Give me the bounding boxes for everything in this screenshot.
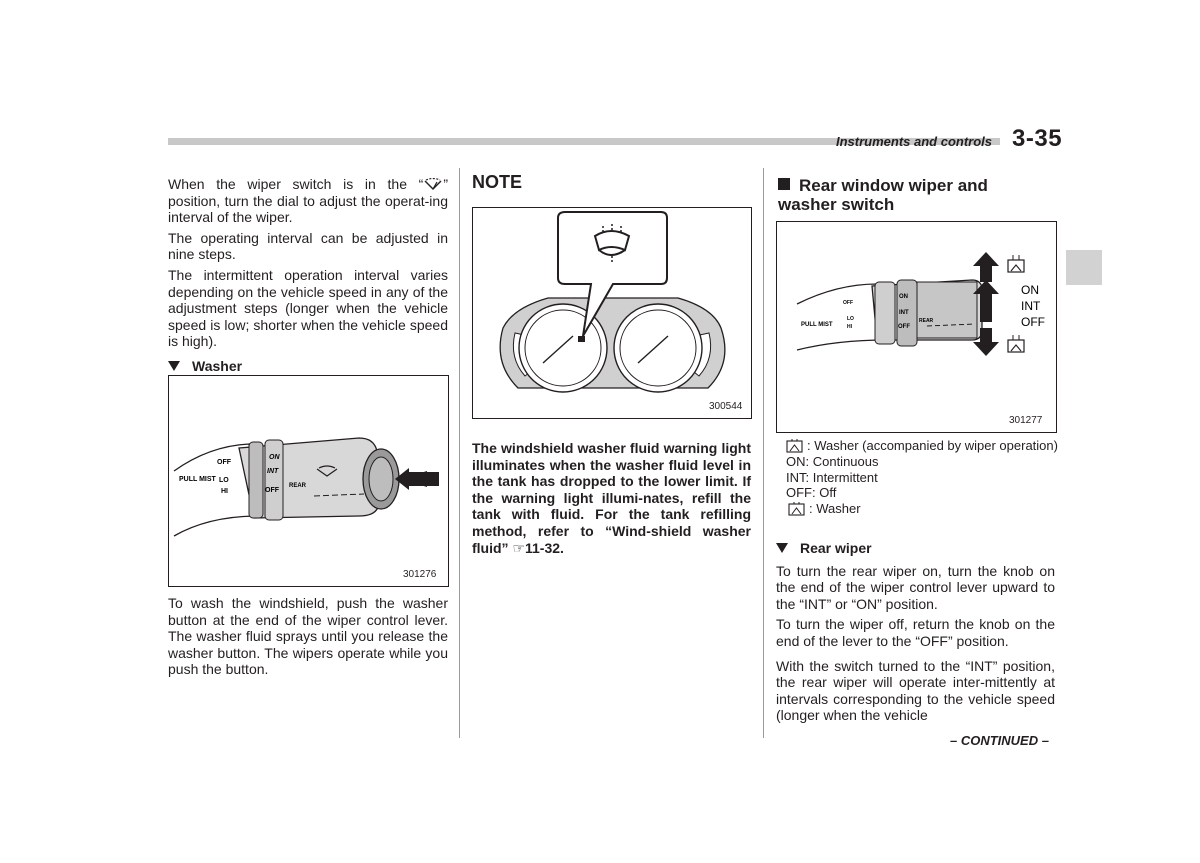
paragraph-washing: To wash the windshield, push the washer button at the end of the wiper control lever. The washer fluid sprays until you release the washer button. The wipers operate while you push the button.: [168, 595, 448, 678]
fig-int-label: INT: [1021, 299, 1041, 313]
triangle-bullet-icon: [168, 361, 180, 371]
instrument-cluster-illustration: [473, 208, 751, 418]
warning-light-figure: [472, 207, 752, 419]
paragraph-steps: The operating interval can be adjusted in nine steps.: [168, 229, 448, 263]
chapter-tab: [1066, 250, 1102, 285]
legend-int: INT: Intermittent: [786, 469, 878, 485]
left-column: [168, 176, 448, 381]
left-column-bottom: [168, 595, 448, 682]
square-bullet-icon: [778, 178, 790, 190]
lever-int-label: INT: [899, 310, 909, 316]
rear-wiper-subheading: Rear wiper: [776, 540, 1055, 557]
paragraph-rear-int: With the switch turned to the “INT” position, the rear wiper will operate inter-mittently at intervals corresponding to the vehicle speed (longer when the vehicle: [776, 657, 1055, 724]
fig-on-label: ON: [1021, 283, 1039, 297]
legend-off: OFF: Off: [786, 485, 837, 501]
triangle-bullet-icon: [776, 543, 788, 553]
right-column-body: [776, 532, 1055, 728]
lever-off-label: OFF: [898, 324, 910, 330]
intermittent-wiper-icon: [423, 178, 443, 190]
paragraph-speed: The intermittent operation interval varies depending on the vehicle speed in any of the adjustment steps (longer when the vehicle speed is low; shorter when the vehicle speed is high).: [168, 266, 448, 350]
paragraph-rear-on: To turn the rear wiper on, turn the knob on the end of the wiper control lever upward to the “INT” or “ON” position.: [776, 562, 1055, 612]
legend-washer-wiper: : Washer (accompanied by wiper operation): [786, 438, 1058, 454]
lever-on-label: ON: [269, 454, 280, 461]
lever-on-label: ON: [899, 294, 908, 300]
lever-hi-label: HI: [847, 324, 852, 330]
page-number: 3-35: [1012, 125, 1063, 152]
figure-legend: [786, 438, 1058, 517]
lever-hi-label: HI: [221, 488, 228, 495]
washer-icon: [1008, 255, 1024, 272]
washer-figure: [168, 375, 449, 587]
legend-washer: : Washer: [786, 501, 1058, 517]
figure-code: 301276: [403, 569, 437, 580]
figure-code: 300544: [709, 401, 743, 412]
lever-lo-label: LO: [219, 477, 229, 484]
rear-wiper-lever-illustration: [777, 222, 1056, 432]
lever-lo-label: LO: [847, 316, 854, 322]
column-divider-2: [763, 168, 764, 738]
continued-label: – CONTINUED –: [950, 733, 1049, 748]
lever-off2-label: OFF: [265, 487, 279, 494]
wiper-lever-push-illustration: [169, 376, 448, 586]
pull-mist-label: PULL MIST: [179, 476, 216, 483]
figure-code: 301277: [1009, 415, 1043, 426]
lever-rear-label: REAR: [289, 483, 307, 489]
washer-icon: [1008, 335, 1024, 352]
lever-rear-label: REAR: [919, 318, 934, 324]
reference-icon: ☞: [512, 539, 525, 556]
pull-mist-label: PULL MIST: [801, 322, 833, 328]
washer-icon: [786, 439, 804, 453]
note-body: [472, 440, 751, 560]
lever-int-label: INT: [267, 468, 279, 475]
note-paragraph: The windshield washer fluid warning light illuminates when the washer fluid level in the tank has dropped to the lower limit. If the warning light illumi-nates, refill the tank with fluid. For the tank refilling method, refer to “Wind-shield washer fluid” ☞11-32.: [472, 440, 751, 556]
rear-wiper-section-heading: Rear window wiper and washer switch: [778, 176, 988, 214]
lever-off-small-label: OFF: [843, 300, 853, 306]
washer-icon: [788, 502, 806, 516]
column-divider-1: [459, 168, 460, 738]
note-heading: NOTE: [472, 172, 523, 192]
paragraph-interval: When the wiper switch is in the “ ” position, turn the dial to adjust the operat-ing interval of the wiper.: [168, 176, 448, 226]
rear-wiper-figure: [776, 221, 1057, 433]
legend-on: ON: Continuous: [786, 453, 879, 469]
paragraph-rear-off: To turn the wiper off, return the knob on the end of the lever to the “OFF” position.: [776, 616, 1055, 649]
fig-off-label: OFF: [1021, 315, 1045, 329]
section-title: Instruments and controls: [836, 134, 993, 149]
washer-subheading: Washer: [168, 358, 448, 375]
lever-off-label: OFF: [217, 459, 231, 466]
